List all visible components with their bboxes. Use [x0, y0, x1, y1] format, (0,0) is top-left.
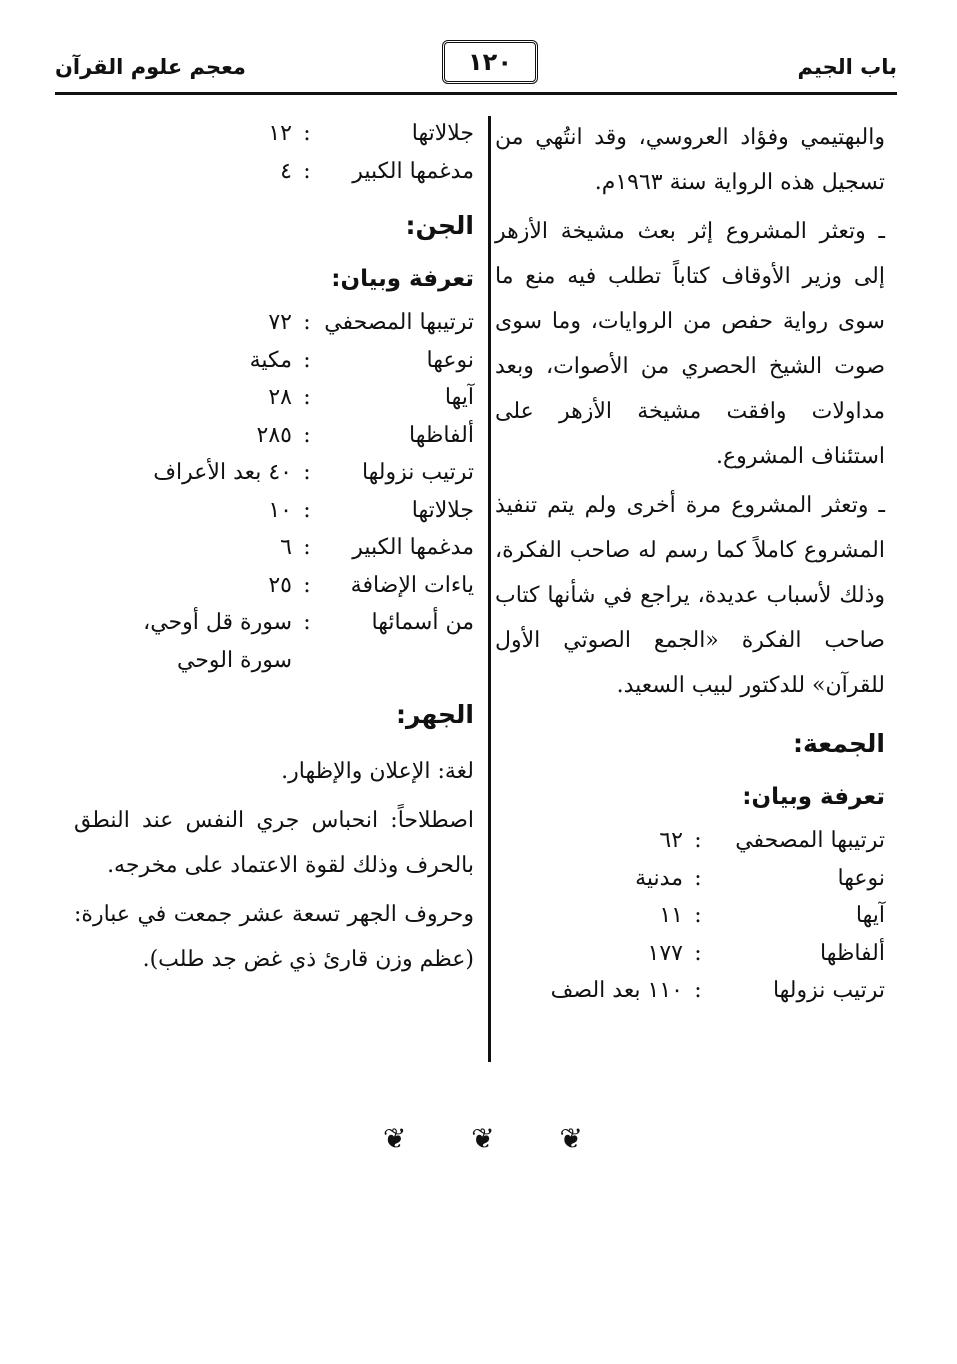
paragraph: والبهتيمي وفؤاد العروسي، وقد انتُهي من تسجيل هذه الرواية سنة ١٩٦٣م. [495, 125, 885, 195]
paragraph: ـ وتعثر المشروع مرة أخرى ولم يتم تنفيذ المشروع كاملاً كما رسم له صاحب الفكرة، وذلك لأسباب عديدة، يراجع في شأنها كتاب صاحب الفكرة «الجمع الصوتي الأول للقرآن» للدكتور لبيب السعيد. [495, 493, 885, 698]
info-value: سورة الوحي [176, 647, 292, 673]
colon: : [303, 610, 311, 635]
info-key: من أسمائها [371, 610, 474, 635]
colon: : [303, 572, 311, 598]
section-title: باب الجيم [797, 55, 897, 79]
info-row-continuation [74, 642, 474, 680]
info-row [74, 529, 474, 567]
info-row [495, 860, 885, 898]
info-value: ٢٨ [268, 385, 292, 410]
entry-subtitle: تعرفة وبيان: [742, 784, 885, 810]
info-key: ياءات الإضافة [350, 572, 474, 598]
colon: : [694, 903, 702, 928]
info-row [74, 153, 474, 191]
entry-title-jinn: الجن: [405, 211, 474, 240]
header-rule [55, 92, 897, 95]
info-row [74, 492, 474, 530]
colon: : [303, 422, 311, 448]
info-key: ألفاظها [819, 940, 885, 966]
info-value: سورة قل أوحي، [143, 610, 292, 635]
info-value: مكية [249, 347, 292, 373]
info-key: نوعها [426, 347, 474, 373]
colon: : [694, 978, 702, 1003]
info-value: ١٧٧ [647, 940, 683, 966]
info-row [495, 935, 885, 973]
info-key: ترتيبها المصحفي [324, 310, 474, 335]
info-key: آيها [444, 385, 474, 410]
info-value: ٤ [280, 158, 292, 184]
colon: : [694, 828, 702, 853]
entry-title-jahr: الجهر: [395, 700, 474, 729]
info-key: ألفاظها [408, 422, 474, 448]
info-key: جلالاتها [411, 121, 474, 146]
colon: : [303, 347, 311, 373]
colon: : [694, 865, 702, 891]
info-value: ١٠ [268, 497, 292, 523]
info-row [74, 604, 474, 642]
info-value: ٦٢ [659, 828, 683, 853]
paragraph: وحروف الجهر تسعة عشر جمعت في عبارة: (عظم وزن قارئ ذي غض جد طلب). [74, 902, 474, 972]
page-header [55, 40, 897, 92]
info-row [495, 822, 885, 860]
info-value: ٢٨٥ [256, 422, 292, 448]
info-key: ترتيبها المصحفي [735, 828, 885, 853]
paragraph: اصطلاحاً: انحباس جري النفس عند النطق بالحرف وذلك لقوة الاعتماد على مخرجه. [74, 808, 474, 878]
info-row [74, 417, 474, 455]
floral-ornament-icon: ❦ [559, 1122, 583, 1155]
colon: : [303, 535, 311, 560]
page-number: ١٢٠ [442, 40, 538, 84]
paragraph: ـ وتعثر المشروع إثر بعث مشيخة الأزهر إلى وزير الأوقاف كتاباً تطلب فيه منع ما سوى رواية حفص من الروايات، وما سوى صوت الشيخ الحصري من الأصوات، وبعد مداولات وافقت مشيخة الأزهر على استئناف المشروع. [495, 219, 885, 469]
colon: : [303, 310, 311, 335]
footer-ornaments [383, 1122, 583, 1155]
colon: : [694, 940, 702, 966]
info-key: نوعها [837, 865, 885, 891]
info-value: ٧٢ [268, 310, 292, 335]
colon: : [303, 385, 311, 410]
book-title: معجم علوم القرآن [55, 55, 246, 79]
info-row [74, 342, 474, 380]
info-value: ٢٥ [268, 572, 292, 598]
colon: : [303, 121, 311, 146]
info-key: جلالاتها [411, 497, 474, 523]
info-value: ٤٠ بعد الأعراف [153, 460, 292, 485]
paragraph: لغة: الإعلان والإظهار. [281, 759, 474, 784]
column-divider [488, 116, 491, 1062]
left-column [74, 115, 474, 986]
info-value: ٦ [280, 535, 292, 560]
colon: : [303, 497, 311, 523]
info-row [495, 972, 885, 1010]
floral-ornament-icon: ❦ [471, 1122, 495, 1155]
entry-title-jumuah: الجمعة: [792, 729, 885, 758]
floral-ornament-icon: ❦ [383, 1122, 407, 1155]
info-row [495, 897, 885, 935]
info-value: ١٢ [268, 121, 292, 146]
info-key: ترتيب نزولها [772, 978, 885, 1003]
right-column [495, 115, 885, 1010]
info-row [74, 567, 474, 605]
info-row [74, 379, 474, 417]
info-value: ١١ [659, 903, 683, 928]
info-value: ١١٠ بعد الصف [550, 978, 683, 1003]
info-key: مدغمها الكبير [352, 158, 474, 184]
info-row [74, 304, 474, 342]
info-value: مدنية [635, 865, 683, 891]
colon: : [303, 158, 311, 184]
entry-subtitle: تعرفة وبيان: [331, 266, 474, 292]
info-row [74, 115, 474, 153]
info-key: مدغمها الكبير [352, 535, 474, 560]
colon: : [303, 460, 311, 485]
info-key: آيها [855, 903, 885, 928]
info-row [74, 454, 474, 492]
info-key: ترتيب نزولها [361, 460, 474, 485]
